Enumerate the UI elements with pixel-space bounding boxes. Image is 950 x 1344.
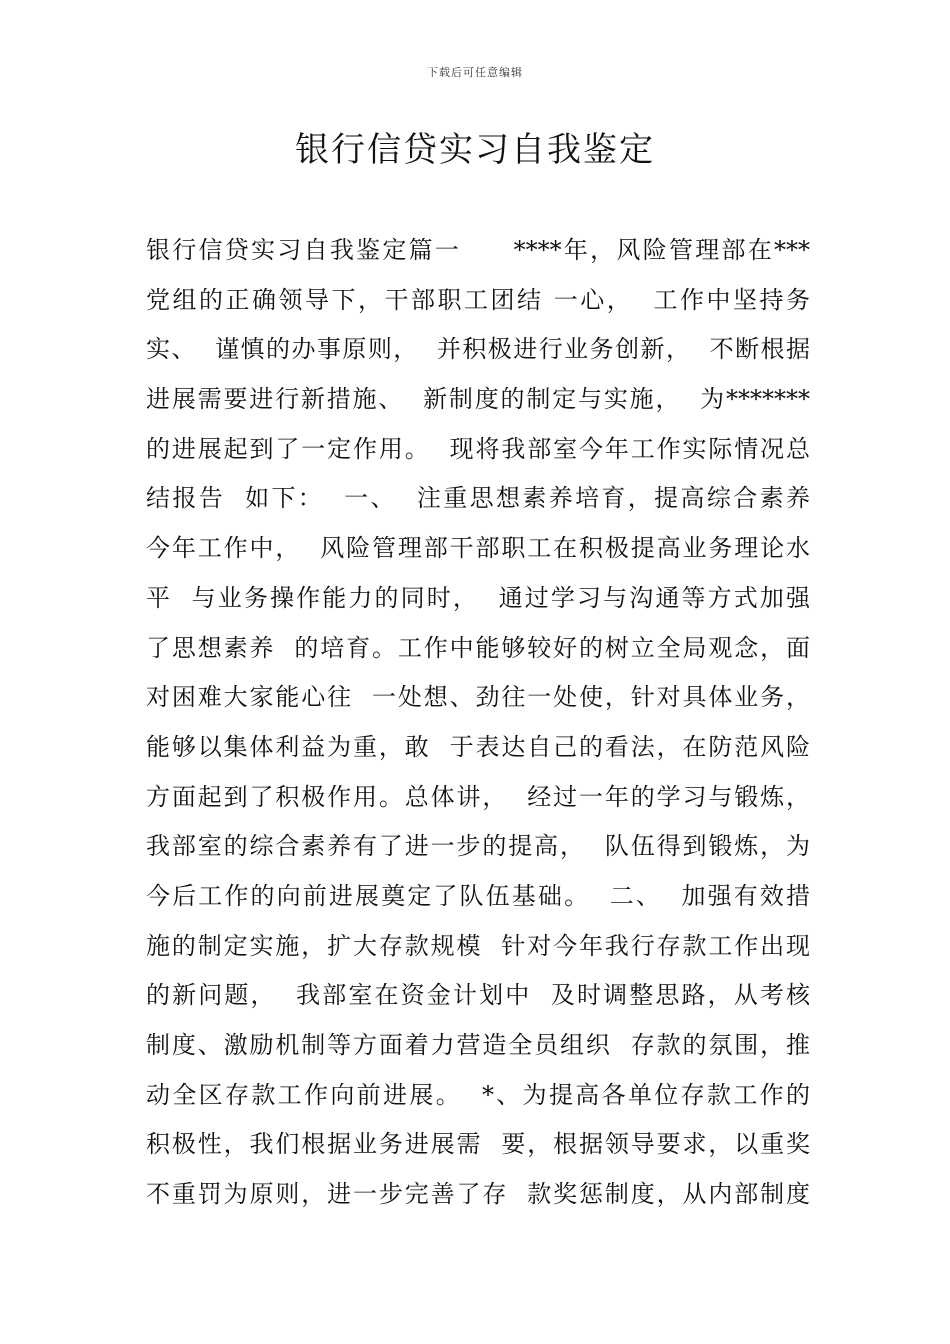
body-line: 进展需要进行新措施、 新制度的制定与实施， 为******* xyxy=(146,385,810,414)
body-line: 了思想素养 的培育。工作中能够较好的树立全局观念，面 xyxy=(146,633,810,662)
body-line: 不重罚为原则，进一步完善了存 款奖惩制度，从内部制度 xyxy=(146,1180,810,1209)
body-line: 制度、激励机制等方面着力营造全员组织 存款的氛围，推 xyxy=(146,1031,810,1059)
body-line: 方面起到了积极作用。总体讲， 经过一年的学习与锻炼， xyxy=(146,782,810,811)
document-body xyxy=(146,226,810,1220)
body-line: 对困难大家能心往 一处想、劲往一处使，针对具体业务， xyxy=(146,683,810,712)
body-line: 我部室的综合素养有了进一步的提高， 队伍得到锻炼，为 xyxy=(146,832,810,861)
body-line: 实、 谨慎的办事原则， 并积极进行业务创新， 不断根据 xyxy=(146,335,810,364)
body-line: 今后工作的向前进展奠定了队伍基础。 二、 加强有效措 xyxy=(146,881,810,910)
body-line: 今年工作中， 风险管理部干部职工在积极提高业务理论水 xyxy=(146,534,810,563)
body-line: 结报告 如下： 一、 注重思想素养培育，提高综合素养 xyxy=(146,484,810,513)
body-line: 党组的正确领导下，干部职工团结 一心， 工作中坚持务 xyxy=(146,285,810,314)
body-line: 的新问题， 我部室在资金计划中 及时调整思路，从考核 xyxy=(146,981,810,1010)
document-title: 银行信贷实习自我鉴定 xyxy=(295,130,655,170)
body-line: 积极性，我们根据业务进展需 要，根据领导要求，以重奖 xyxy=(146,1130,810,1159)
page-header-note: 下载后可任意编辑 xyxy=(427,66,523,79)
body-line: 的进展起到了一定作用。 现将我部室今年工作实际情况总 xyxy=(146,434,810,463)
body-line: 银行信贷实习自我鉴定篇一 ****年，风险管理部在*** xyxy=(146,236,810,264)
body-line: 动全区存款工作向前进展。 *、为提高各单位存款工作的 xyxy=(146,1080,810,1109)
body-line: 能够以集体利益为重，敢 于表达自己的看法，在防范风险 xyxy=(146,732,810,761)
body-line: 施的制定实施，扩大存款规模 针对今年我行存款工作出现 xyxy=(146,931,810,960)
body-line: 平 与业务操作能力的同时， 通过学习与沟通等方式加强 xyxy=(146,583,810,612)
